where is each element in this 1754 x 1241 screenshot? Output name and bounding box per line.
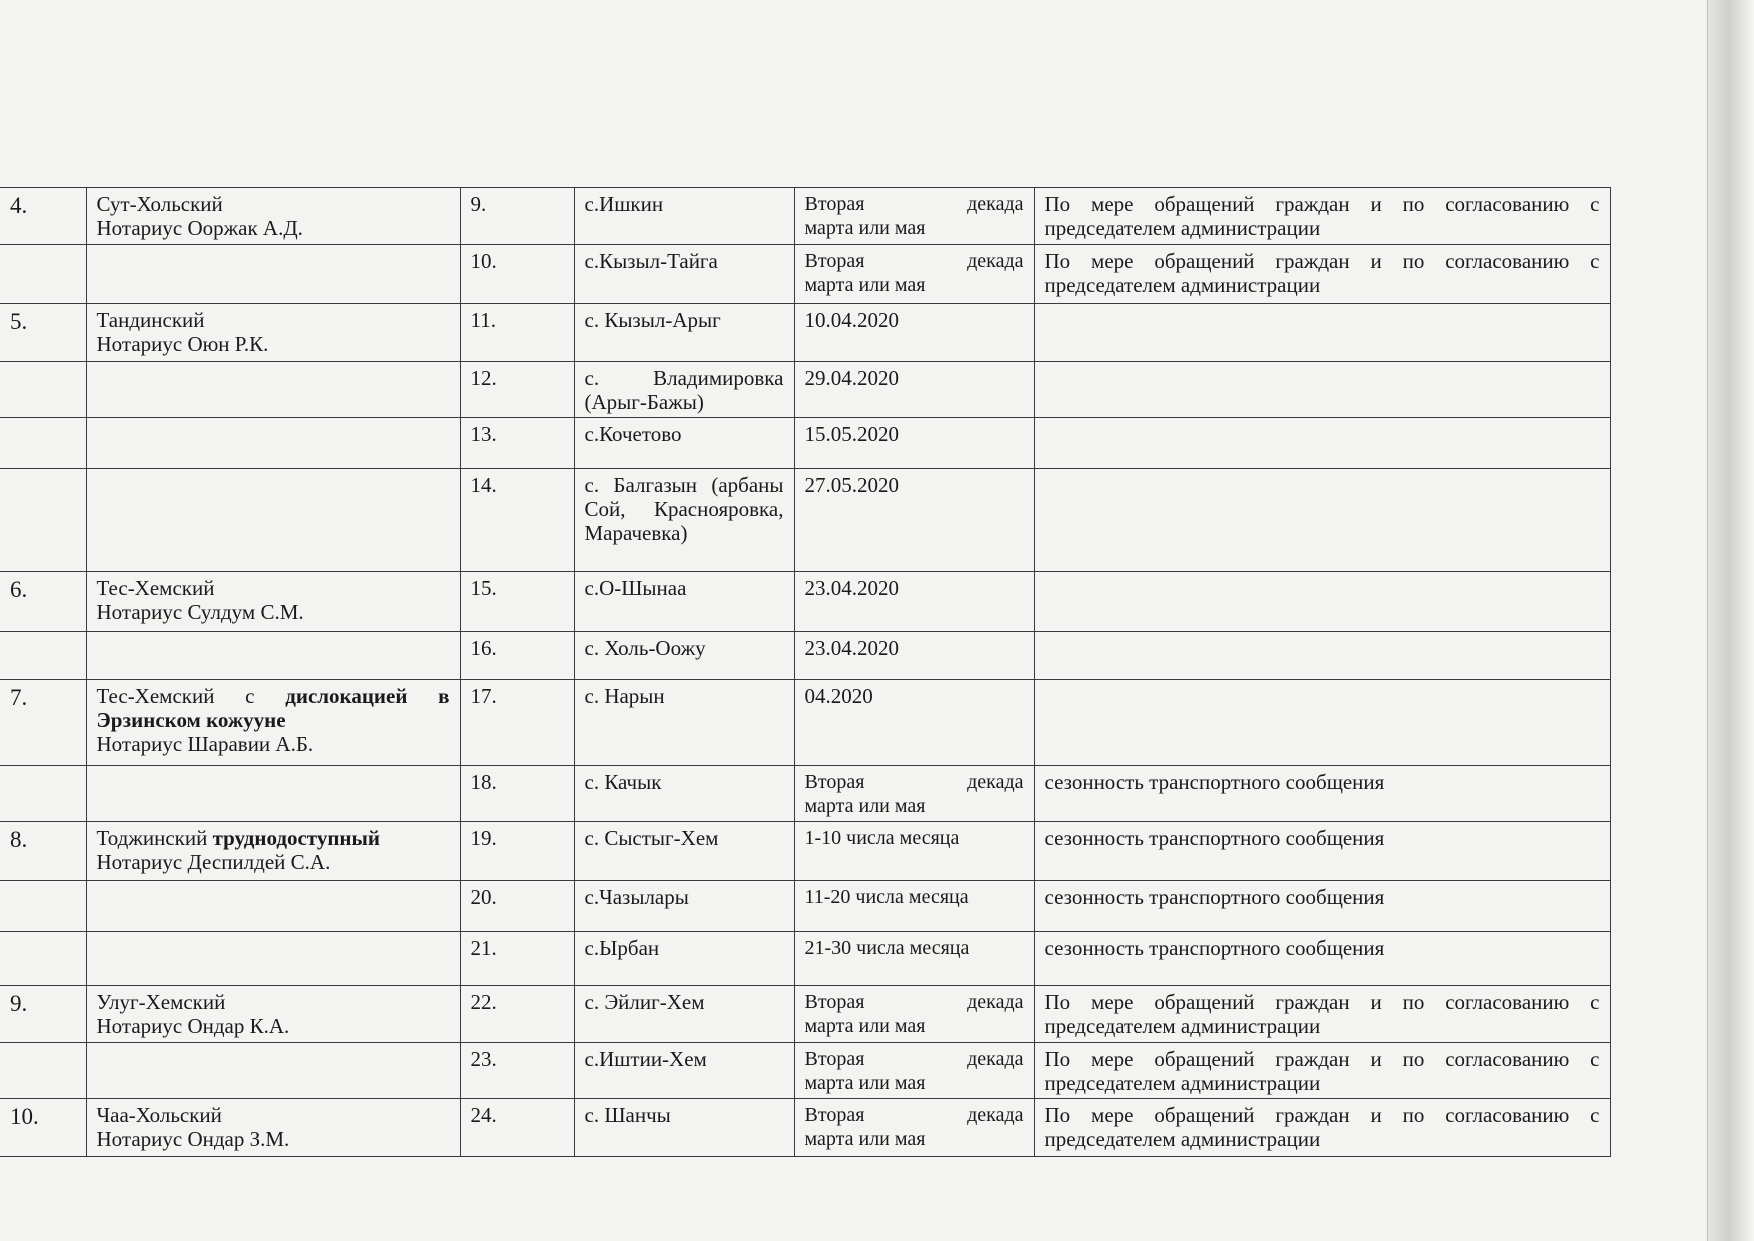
district-cell: [86, 304, 460, 362]
district-number: 7.: [0, 680, 86, 766]
visit-date: [794, 304, 1034, 362]
visit-date-line-2: марта или мая: [804, 1128, 926, 1150]
note-text: сезонность транспортного сообщения: [1034, 822, 1610, 881]
note-text: сезонность транспортного сообщения: [1034, 881, 1610, 932]
note-text: По мере обращений граждан и по согласованию с председателем администрации: [1034, 188, 1610, 245]
village-name: с.Ырбан: [574, 932, 794, 986]
visit-date-line-2: марта или мая: [804, 1015, 926, 1037]
note-text: По мере обращений граждан и по согласованию с председателем администрации: [1034, 1099, 1610, 1157]
visit-date-line-1: 04.2020: [804, 684, 873, 708]
district-number: [0, 766, 86, 822]
village-name: с. Качык: [574, 766, 794, 822]
district-cell: [86, 362, 460, 418]
row-number: 19.: [460, 822, 574, 881]
note-text: [1034, 632, 1610, 680]
visit-date-line-1: 1-10 числа месяца: [804, 827, 960, 849]
district-number: [0, 245, 86, 304]
district-number: [0, 418, 86, 469]
visit-date: [794, 680, 1034, 766]
district-name: Чаа-Хольский: [96, 1103, 222, 1127]
notary-name: Нотариус Ооржак А.Д.: [96, 216, 303, 240]
schedule-table-body: [0, 188, 1610, 1157]
visit-date-line-2: марта или мая: [804, 795, 926, 817]
table-row: [0, 245, 1610, 304]
district-number: [0, 469, 86, 572]
district-number: [0, 362, 86, 418]
district-cell: [86, 469, 460, 572]
visit-date: [794, 932, 1034, 986]
district-cell: [86, 881, 460, 932]
village-name: с. Шанчы: [574, 1099, 794, 1157]
table-row: [0, 881, 1610, 932]
district-name: Сут-Хольский: [96, 192, 223, 216]
table-row: [0, 632, 1610, 680]
visit-date: [794, 1099, 1034, 1157]
note-text: сезонность транспортного сообщения: [1034, 932, 1610, 986]
visit-date: [794, 1043, 1034, 1099]
district-cell: [86, 822, 460, 881]
note-text: сезонность транспортного сообщения: [1034, 766, 1610, 822]
visit-date-line-1: 11-20 числа месяца: [804, 886, 969, 908]
visit-date: [794, 418, 1034, 469]
district-name: Улуг-Хемский: [96, 990, 226, 1014]
village-name: с. Сыстыг-Хем: [574, 822, 794, 881]
visit-date-line-1: Вторая декада: [804, 991, 1024, 1013]
district-number: 8.: [0, 822, 86, 881]
notary-name: Нотариус Ондар К.А.: [96, 1014, 290, 1038]
visit-date: [794, 766, 1034, 822]
table-row: [0, 1043, 1610, 1099]
district-number: 6.: [0, 572, 86, 632]
schedule-table: [0, 187, 1611, 1157]
visit-date-line-1: 21-30 числа месяца: [804, 937, 970, 959]
page-edge-shadow: [1707, 0, 1754, 1241]
row-number: 11.: [460, 304, 574, 362]
visit-date: [794, 362, 1034, 418]
village-name: с. Владимировка (Арыг-Бажы): [574, 362, 794, 418]
district-cell: [86, 766, 460, 822]
note-text: [1034, 572, 1610, 632]
visit-date-line-1: Вторая декада: [804, 1104, 1024, 1126]
district-number: 4.: [0, 188, 86, 245]
district-number: [0, 1043, 86, 1099]
visit-date-line-1: 23.04.2020: [804, 636, 899, 660]
district-number: 10.: [0, 1099, 86, 1157]
visit-date: [794, 881, 1034, 932]
visit-date-line-1: 23.04.2020: [804, 576, 899, 600]
visit-date-line-1: Вторая декада: [804, 1048, 1024, 1070]
visit-date-line-1: 15.05.2020: [804, 422, 899, 446]
village-name: с.О-Шынаа: [574, 572, 794, 632]
note-text: [1034, 418, 1610, 469]
notary-name: Нотариус Сулдум С.М.: [96, 600, 304, 624]
district-name: Тоджинский: [96, 826, 208, 850]
district-name: Тес-Хемский: [96, 576, 215, 600]
visit-date-line-2: марта или мая: [804, 217, 926, 239]
district-name: Тандинский: [96, 308, 205, 332]
district-cell: [86, 245, 460, 304]
visit-date-line-2: марта или мая: [804, 274, 926, 296]
district-name: Тес-Хемский с: [96, 684, 255, 708]
visit-date: [794, 822, 1034, 881]
row-number: 20.: [460, 881, 574, 932]
visit-date-line-2: марта или мая: [804, 1072, 926, 1094]
visit-date-line-1: Вторая декада: [804, 193, 1024, 215]
note-text: По мере обращений граждан и по согласованию с председателем администрации: [1034, 245, 1610, 304]
note-text: [1034, 680, 1610, 766]
table-row: [0, 572, 1610, 632]
row-number: 12.: [460, 362, 574, 418]
notary-name: Нотариус Деспилдей С.А.: [96, 850, 331, 874]
visit-date: [794, 245, 1034, 304]
district-cell: [86, 418, 460, 469]
village-name: с. Эйлиг-Хем: [574, 986, 794, 1043]
table-row: [0, 362, 1610, 418]
district-cell: [86, 680, 460, 766]
visit-date-line-1: Вторая декада: [804, 771, 1024, 793]
row-number: 9.: [460, 188, 574, 245]
district-number: 5.: [0, 304, 86, 362]
district-cell: [86, 572, 460, 632]
table-row: [0, 986, 1610, 1043]
village-name: с. Нарын: [574, 680, 794, 766]
note-text: По мере обращений граждан и по согласованию с председателем администрации: [1034, 986, 1610, 1043]
village-name: с. Холь-Оожу: [574, 632, 794, 680]
row-number: 22.: [460, 986, 574, 1043]
note-text: [1034, 469, 1610, 572]
district-cell: [86, 932, 460, 986]
visit-date: [794, 188, 1034, 245]
notary-name: Нотариус Оюн Р.К.: [96, 332, 269, 356]
district-cell: [86, 632, 460, 680]
district-cell: [86, 1043, 460, 1099]
table-row: [0, 188, 1610, 245]
row-number: 18.: [460, 766, 574, 822]
village-name: с.Иштии-Хем: [574, 1043, 794, 1099]
notary-name: Нотариус Ондар З.М.: [96, 1127, 290, 1151]
visit-date: [794, 469, 1034, 572]
row-number: 23.: [460, 1043, 574, 1099]
district-number: 9.: [0, 986, 86, 1043]
visit-date-line-1: 27.05.2020: [804, 473, 899, 497]
district-location: дислокацией в Эрзинском кожууне: [96, 684, 450, 732]
village-name: с.Кочетово: [574, 418, 794, 469]
district-number: [0, 932, 86, 986]
row-number: 21.: [460, 932, 574, 986]
visit-date: [794, 986, 1034, 1043]
table-row: [0, 766, 1610, 822]
district-number: [0, 881, 86, 932]
village-name: с.Чазылары: [574, 881, 794, 932]
visit-date-line-1: 10.04.2020: [804, 308, 899, 332]
table-row: [0, 304, 1610, 362]
visit-date: [794, 572, 1034, 632]
row-number: 24.: [460, 1099, 574, 1157]
village-name: с. Кызыл-Арыг: [574, 304, 794, 362]
visit-date: [794, 632, 1034, 680]
note-text: [1034, 304, 1610, 362]
visit-date-line-1: 29.04.2020: [804, 366, 899, 390]
village-name: с. Балгазын (арбаны Сой, Краснояровка, Марачевка): [574, 469, 794, 572]
row-number: 17.: [460, 680, 574, 766]
table-row: [0, 680, 1610, 766]
district-cell: [86, 1099, 460, 1157]
row-number: 13.: [460, 418, 574, 469]
village-name: с.Кызыл-Тайга: [574, 245, 794, 304]
district-cell: [86, 986, 460, 1043]
row-number: 16.: [460, 632, 574, 680]
row-number: 15.: [460, 572, 574, 632]
village-name: с.Ишкин: [574, 188, 794, 245]
notary-name: Нотариус Шаравии А.Б.: [96, 732, 314, 756]
district-number: [0, 632, 86, 680]
visit-date-line-1: Вторая декада: [804, 250, 1024, 272]
district-cell: [86, 188, 460, 245]
row-number: 10.: [460, 245, 574, 304]
table-row: [0, 822, 1610, 881]
row-number: 14.: [460, 469, 574, 572]
district-location: труднодоступный: [212, 826, 381, 850]
table-row: [0, 1099, 1610, 1157]
table-row: [0, 932, 1610, 986]
note-text: [1034, 362, 1610, 418]
note-text: По мере обращений граждан и по согласованию с председателем администрации: [1034, 1043, 1610, 1099]
table-row: [0, 418, 1610, 469]
table-row: [0, 469, 1610, 572]
